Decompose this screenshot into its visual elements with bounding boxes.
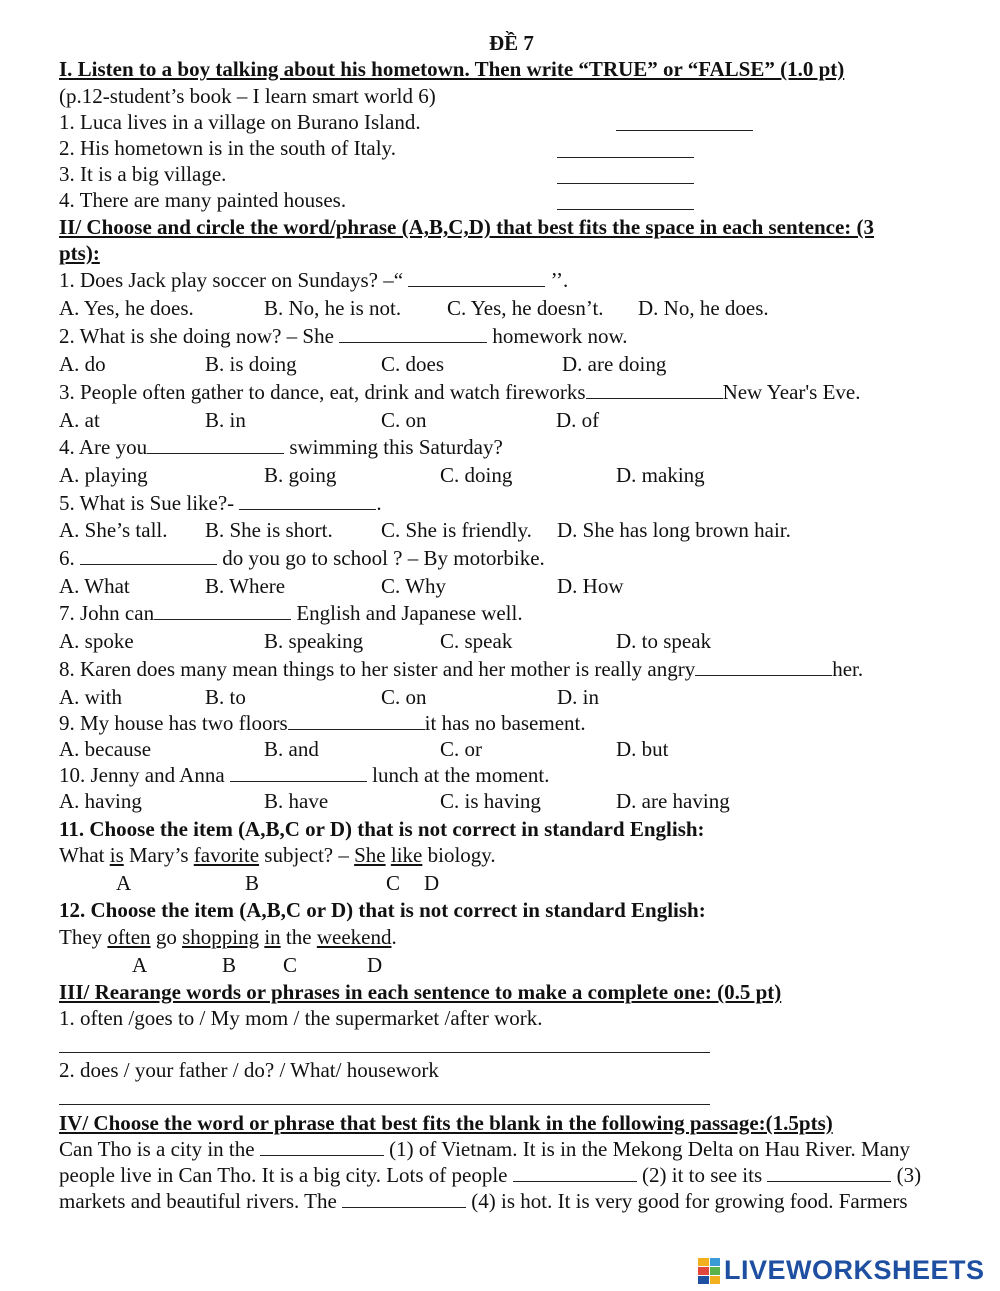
question-2: 2. What is she doing now? – She homework now. bbox=[59, 324, 628, 348]
q5-option-a[interactable]: A. She’s tall. bbox=[59, 518, 168, 542]
answer-blank-8[interactable] bbox=[695, 657, 832, 676]
q11-heading: 11. Choose the item (A,B,C or D) that is not correct in standard English: bbox=[59, 817, 705, 841]
q12-part-a[interactable]: often bbox=[107, 925, 151, 949]
question-4: 4. Are you swimming this Saturday? bbox=[59, 435, 503, 459]
q8-option-a[interactable]: A. with bbox=[59, 685, 122, 709]
q11-part-a[interactable]: is bbox=[109, 843, 124, 867]
question-6: 6. do you go to school ? – By motorbike. bbox=[59, 546, 545, 570]
section4-heading: IV/ Choose the word or phrase that best fits the blank in the following passage:(1.5pts) bbox=[59, 1111, 833, 1135]
q5-option-d[interactable]: D. She has long brown hair. bbox=[557, 518, 791, 542]
q9-option-c[interactable]: C. or bbox=[440, 737, 482, 761]
q11-letter-b[interactable]: B bbox=[245, 871, 260, 895]
question-1: 1. Does Jack play soccer on Sundays? –“ ’’. bbox=[59, 268, 569, 292]
q6-option-b[interactable]: B. Where bbox=[205, 574, 286, 598]
answer-blank-5[interactable] bbox=[239, 491, 376, 510]
passage-line-3: markets and beautiful rivers. The (4) is hot. It is very good for growing food. Farmers bbox=[59, 1189, 908, 1213]
q7-option-b[interactable]: B. speaking bbox=[264, 629, 364, 653]
q4-option-b[interactable]: B. going bbox=[264, 463, 337, 487]
q12-part-d[interactable]: weekend bbox=[316, 925, 392, 949]
q11-part-c[interactable]: She bbox=[354, 843, 386, 867]
q1-option-c[interactable]: C. Yes, he doesn’t. bbox=[447, 296, 604, 320]
q10-option-a[interactable]: A. having bbox=[59, 789, 142, 813]
answer-blank-7[interactable] bbox=[154, 601, 291, 620]
section1-source: (p.12-student’s book – I learn smart world 6) bbox=[59, 84, 436, 108]
q12-letter-b[interactable]: B bbox=[222, 953, 237, 977]
passage-blank-4[interactable] bbox=[342, 1189, 466, 1208]
tf-item-2: 2. His hometown is in the south of Italy. bbox=[59, 136, 396, 160]
page-title: ĐỀ 7 bbox=[489, 31, 534, 55]
passage-line-1: Can Tho is a city in the (1) of Vietnam. It is in the Mekong Delta on Hau River. Many bbox=[59, 1137, 911, 1161]
rearrange-answer-1[interactable] bbox=[59, 1052, 710, 1053]
q11-letter-a[interactable]: A bbox=[116, 871, 132, 895]
tf-item-3: 3. It is a big village. bbox=[59, 162, 227, 186]
answer-blank-4[interactable] bbox=[147, 435, 284, 454]
q3-option-a[interactable]: A. at bbox=[59, 408, 100, 432]
q1-option-b[interactable]: B. No, he is not. bbox=[264, 296, 402, 320]
tf-answer-1[interactable] bbox=[616, 130, 753, 131]
q10-option-b[interactable]: B. have bbox=[264, 789, 329, 813]
q2-option-c[interactable]: C. does bbox=[381, 352, 444, 376]
tf-answer-3[interactable] bbox=[557, 183, 694, 184]
q2-option-b[interactable]: B. is doing bbox=[205, 352, 297, 376]
passage-blank-1[interactable] bbox=[260, 1137, 384, 1156]
q7-option-a[interactable]: A. spoke bbox=[59, 629, 134, 653]
q12-part-c[interactable]: in bbox=[264, 925, 281, 949]
section2-heading-cont: pts): bbox=[59, 241, 100, 265]
section1-heading: I. Listen to a boy talking about his hometown. Then write “TRUE” or “FALSE” (1.0 pt) bbox=[59, 57, 845, 81]
q12-sentence: They often go shopping in the weekend. bbox=[59, 925, 397, 949]
liveworksheets-logo-icon bbox=[698, 1258, 720, 1284]
q8-option-d[interactable]: D. in bbox=[557, 685, 599, 709]
rearrange-item-2: 2. does / your father / do? / What/ housework bbox=[59, 1058, 439, 1082]
question-7: 7. John can English and Japanese well. bbox=[59, 601, 523, 625]
q3-option-c[interactable]: C. on bbox=[381, 408, 427, 432]
tf-answer-2[interactable] bbox=[557, 157, 694, 158]
answer-blank-3[interactable] bbox=[586, 380, 723, 399]
q11-sentence: What is Mary’s favorite subject? – She like biology. bbox=[59, 843, 496, 867]
q3-option-d[interactable]: D. of bbox=[556, 408, 600, 432]
q5-option-c[interactable]: C. She is friendly. bbox=[381, 518, 532, 542]
tf-item-4: 4. There are many painted houses. bbox=[59, 188, 347, 212]
answer-blank-2[interactable] bbox=[339, 324, 487, 343]
q9-option-d[interactable]: D. but bbox=[616, 737, 669, 761]
q9-option-b[interactable]: B. and bbox=[264, 737, 319, 761]
q4-option-c[interactable]: C. doing bbox=[440, 463, 513, 487]
q8-option-c[interactable]: C. on bbox=[381, 685, 427, 709]
q11-letter-d[interactable]: D bbox=[424, 871, 440, 895]
q4-option-d[interactable]: D. making bbox=[616, 463, 705, 487]
q12-heading: 12. Choose the item (A,B,C or D) that is not correct in standard English: bbox=[59, 898, 706, 922]
q10-option-c[interactable]: C. is having bbox=[440, 789, 541, 813]
q8-option-b[interactable]: B. to bbox=[205, 685, 246, 709]
q11-letter-c[interactable]: C bbox=[386, 871, 401, 895]
q9-option-a[interactable]: A. because bbox=[59, 737, 152, 761]
answer-blank-1[interactable] bbox=[408, 268, 545, 287]
rearrange-answer-2[interactable] bbox=[59, 1104, 710, 1105]
question-9: 9. My house has two floors it has no basement. bbox=[59, 711, 586, 735]
section3-heading: III/ Rearange words or phrases in each sentence to make a complete one: (0.5 pt) bbox=[59, 980, 782, 1004]
question-5: 5. What is Sue like?- . bbox=[59, 491, 382, 515]
q4-option-a[interactable]: A. playing bbox=[59, 463, 148, 487]
q3-option-b[interactable]: B. in bbox=[205, 408, 246, 432]
rearrange-item-1: 1. often /goes to / My mom / the supermarket /after work. bbox=[59, 1006, 543, 1030]
liveworksheets-logo-text: LIVEWORKSHEETS bbox=[724, 1255, 985, 1285]
q12-letter-d[interactable]: D bbox=[367, 953, 383, 977]
answer-blank-9[interactable] bbox=[288, 711, 425, 730]
section2-heading: II/ Choose and circle the word/phrase (A,B,C,D) that best fits the space in each sentence: (3 bbox=[59, 215, 875, 239]
q2-option-a[interactable]: A. do bbox=[59, 352, 106, 376]
q5-option-b[interactable]: B. She is short. bbox=[205, 518, 333, 542]
passage-blank-3[interactable] bbox=[767, 1163, 891, 1182]
q7-option-c[interactable]: C. speak bbox=[440, 629, 513, 653]
q12-letter-c[interactable]: C bbox=[283, 953, 298, 977]
tf-answer-4[interactable] bbox=[557, 209, 694, 210]
q10-option-d[interactable]: D. are having bbox=[616, 789, 730, 813]
q12-part-b[interactable]: shopping bbox=[182, 925, 260, 949]
q6-option-a[interactable]: A. What bbox=[59, 574, 130, 598]
tf-item-1: 1. Luca lives in a village on Burano Island. bbox=[59, 110, 421, 134]
question-3: 3. People often gather to dance, eat, drink and watch fireworks New Year's Eve. bbox=[59, 380, 861, 404]
q12-letter-a[interactable]: A bbox=[132, 953, 148, 977]
answer-blank-10[interactable] bbox=[230, 763, 367, 782]
question-8: 8. Karen does many mean things to her sister and her mother is really angry her. bbox=[59, 657, 864, 681]
q1-option-a[interactable]: A. Yes, he does. bbox=[59, 296, 194, 320]
q2-option-d[interactable]: D. are doing bbox=[562, 352, 667, 376]
answer-blank-6[interactable] bbox=[80, 546, 217, 565]
passage-blank-2[interactable] bbox=[513, 1163, 637, 1182]
q11-part-b[interactable]: favorite bbox=[193, 843, 260, 867]
q7-option-d[interactable]: D. to speak bbox=[616, 629, 712, 653]
q6-option-d[interactable]: D. How bbox=[557, 574, 624, 598]
passage-line-2: people live in Can Tho. It is a big city. Lots of people (2) it to see its (3) bbox=[59, 1163, 922, 1187]
liveworksheets-logo bbox=[698, 1255, 985, 1286]
question-10: 10. Jenny and Anna lunch at the moment. bbox=[59, 763, 550, 787]
q11-part-d[interactable]: like bbox=[390, 843, 423, 867]
q6-option-c[interactable]: C. Why bbox=[381, 574, 446, 598]
q1-option-d[interactable]: D. No, he does. bbox=[638, 296, 769, 320]
